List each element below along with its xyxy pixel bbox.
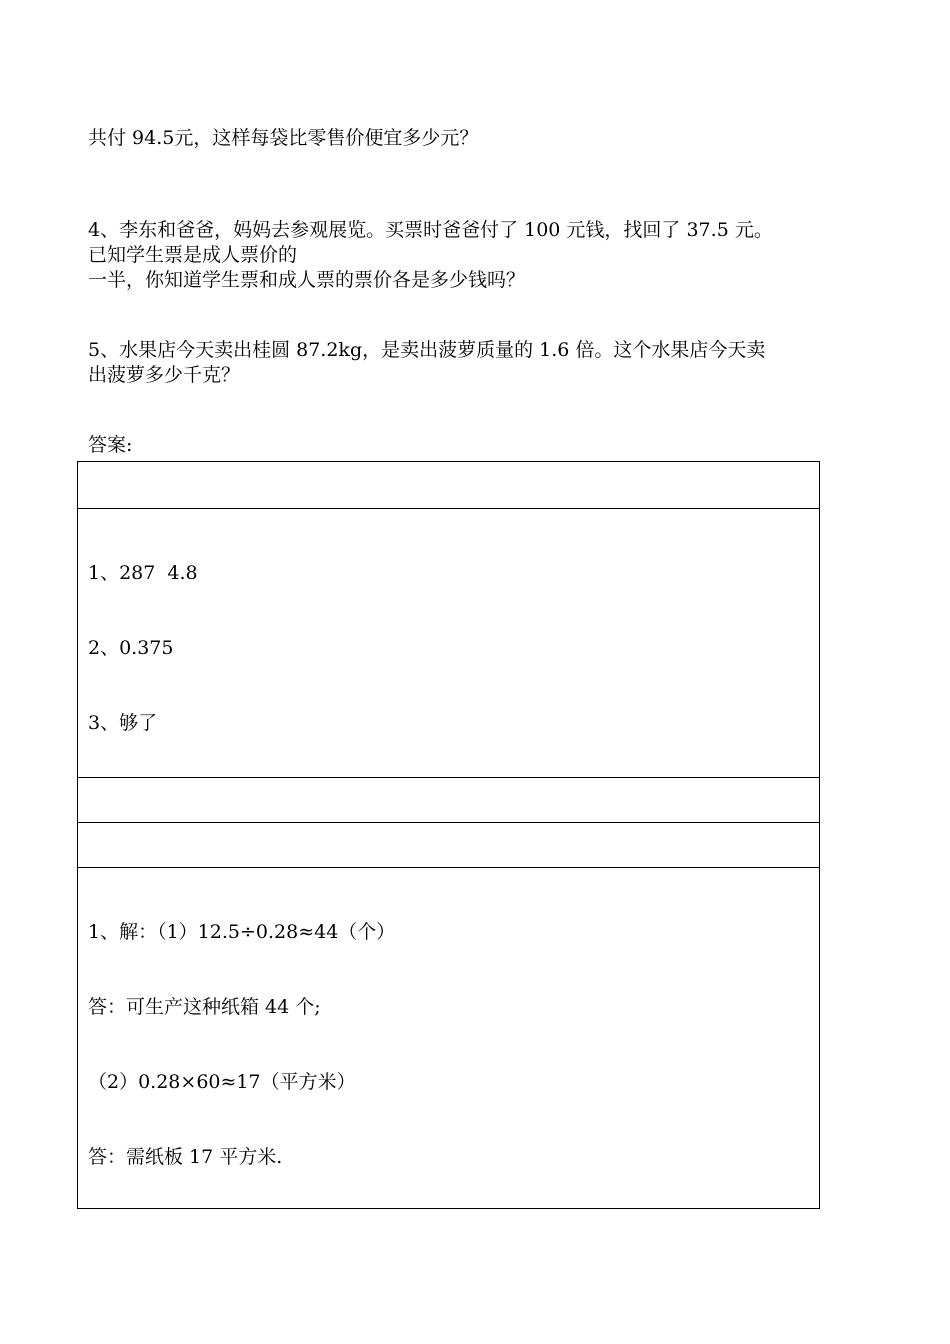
answer-line: （2）0.28×60≈17（平方米）	[88, 1071, 356, 1093]
question-3-tail: 共付 94.5元，这样每袋比零售价便宜多少元？	[88, 127, 479, 149]
answers-section-1	[78, 462, 819, 508]
answers-section-4	[78, 822, 819, 867]
answers-table	[77, 461, 820, 1209]
answer-line: 1、解：（1）12.5÷0.28≈44（个）	[88, 921, 396, 943]
answer-line: 3、够了	[88, 712, 158, 734]
answer-line: 2、0.375	[88, 637, 174, 659]
question-4-line-1: 4、李东和爸爸，妈妈去参观展览。买票时爸爸付了 100 元钱，找回了 37.5 元。	[88, 219, 773, 241]
answers-section-2	[78, 508, 819, 777]
answer-line: 答：可生产这种纸箱 44 个;	[88, 996, 321, 1018]
question-5-line-2: 出菠萝多少千克？	[88, 364, 241, 386]
answers-section-5	[78, 867, 819, 1208]
question-5-line-1: 5、水果店今天卖出桂圆 87.2kg，是卖出菠萝质量的 1.6 倍。这个水果店今天卖	[88, 339, 766, 361]
question-4-line-2: 已知学生票是成人票价的	[88, 244, 298, 266]
answers-section-3	[78, 777, 819, 822]
answer-line: 1、287 4.8	[88, 562, 198, 584]
answer-line: 答：需纸板 17 平方米.	[88, 1146, 283, 1168]
answers-heading: 答案:	[88, 434, 133, 456]
question-4-line-3: 一半，你知道学生票和成人票的票价各是多少钱吗？	[88, 269, 526, 291]
